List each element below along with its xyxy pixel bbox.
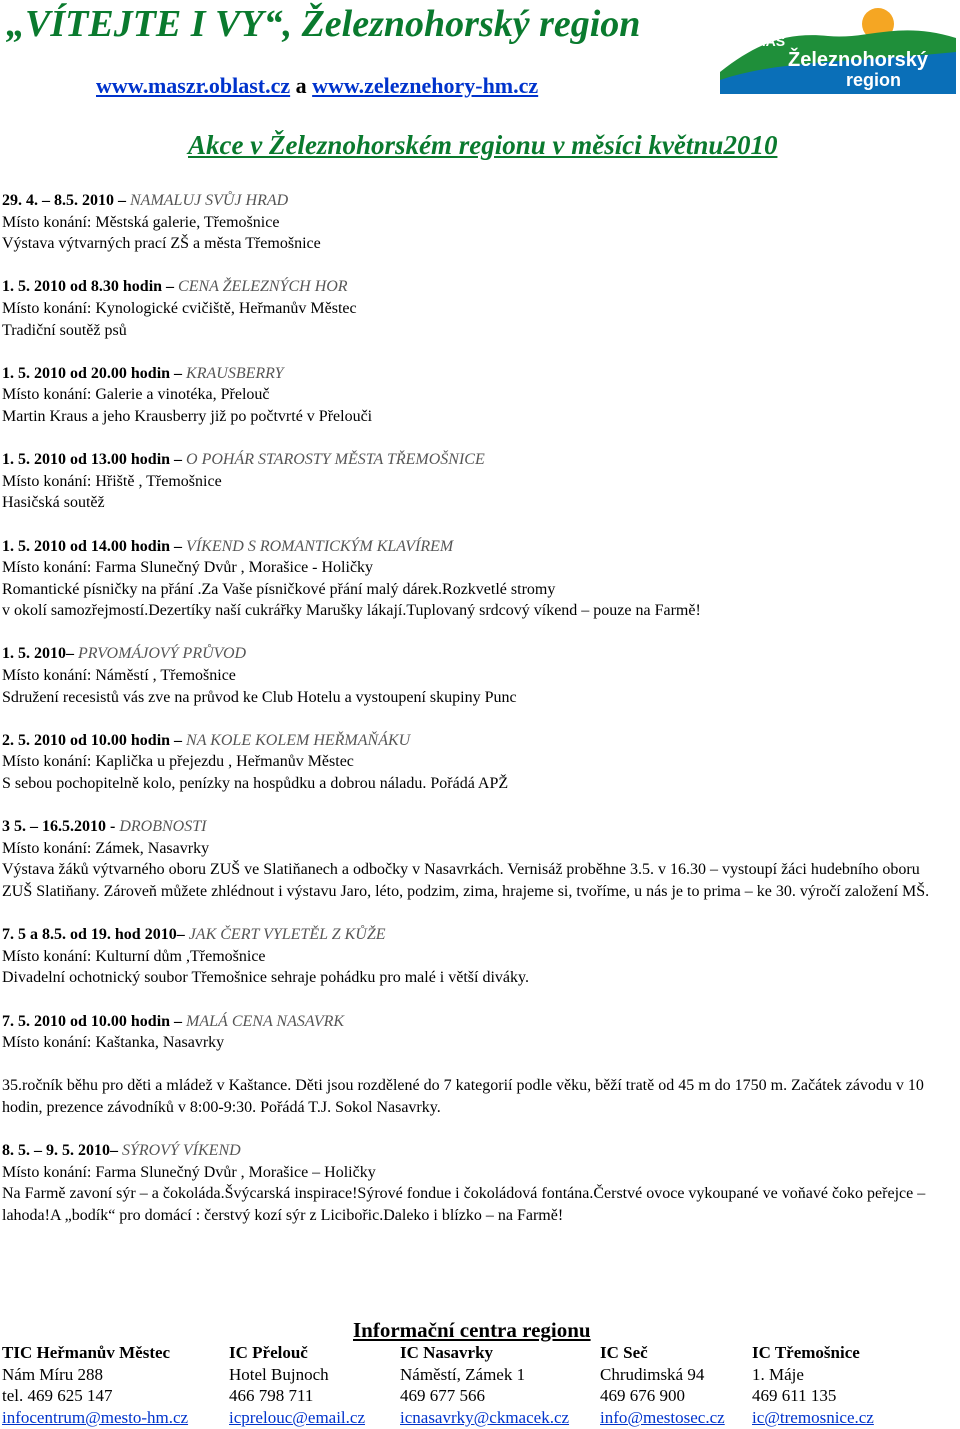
event-date: 1. 5. 2010 od 13.00 hodin – <box>2 451 187 469</box>
website-link-maszr[interactable]: www.maszr.oblast.cz <box>96 73 291 98</box>
event-venue: Místo konání: Městská galerie, Třemošnice <box>2 213 280 231</box>
info-center-email-row <box>2 1407 188 1429</box>
event-venue: Místo konání: Farma Slunečný Dvůr , Morašice - Holičky <box>2 559 374 577</box>
info-center-phone: 469 611 135 <box>752 1386 837 1406</box>
event-heading <box>2 190 952 212</box>
event-item <box>2 730 952 795</box>
event-venue: Místo konání: Kynologické cvičiště, Heřmanův Městec <box>2 299 357 317</box>
website-link-zeleznehory[interactable]: www.zeleznehory-hm.cz <box>312 73 539 98</box>
event-heading <box>2 643 952 665</box>
link-connector: a <box>290 73 313 98</box>
info-center <box>2 1342 188 1429</box>
info-center <box>229 1342 365 1429</box>
info-center <box>400 1342 569 1429</box>
event-heading <box>2 816 952 838</box>
info-center-email-row <box>400 1407 569 1429</box>
event-description: Tradiční soutěž psů <box>2 321 127 339</box>
event-venue: Místo konání: Kaplička u přejezdu , Heřmanův Městec <box>2 753 354 771</box>
info-center-name: TIC Heřmanův Městec <box>2 1343 171 1362</box>
event-venue: Místo konání: Hřiště , Třemošnice <box>2 472 222 490</box>
event-date: 1. 5. 2010– <box>2 645 78 663</box>
event-date: 7. 5. 2010 od 10.00 hodin – <box>2 1012 187 1030</box>
event-description: Romantické písničky na přání .Za Vaše písničkové přání malý dárek.Rozkvetlé stromy <box>2 580 556 598</box>
info-center-email-row <box>752 1407 874 1429</box>
event-name: DROBNOSTI <box>119 818 207 836</box>
event-venue: Místo konání: Zámek, Nasavrky <box>2 839 210 857</box>
event-date: 1. 5. 2010 od 20.00 hodin – <box>2 364 187 382</box>
event-item <box>2 1011 952 1119</box>
month-title: Akce v Železnohorském regionu v měsíci květnu2010 <box>188 130 778 160</box>
info-center-name: IC Přelouč <box>229 1343 308 1362</box>
event-date: 3 5. – 16.5.2010 - <box>2 818 120 836</box>
event-venue: Místo konání: Náměstí , Třemošnice <box>2 667 236 685</box>
event-name: NAMALUJ SVŮJ HRAD <box>130 192 289 209</box>
info-center-email-row <box>229 1407 365 1429</box>
info-center-email-row <box>600 1407 725 1429</box>
info-center-email[interactable]: info@mestosec.cz <box>600 1408 725 1428</box>
info-center-address: Chrudimská 94 <box>600 1364 705 1384</box>
event-date: 1. 5. 2010 od 14.00 hodin – <box>2 537 187 555</box>
event-item <box>2 643 952 708</box>
info-center-email[interactable]: icnasavrky@ckmacek.cz <box>400 1408 570 1428</box>
info-center-email[interactable]: icprelouc@email.cz <box>229 1408 365 1428</box>
event-item <box>2 363 952 428</box>
info-center-address: 1. Máje <box>752 1364 804 1384</box>
mas-logo <box>718 2 958 94</box>
event-item <box>2 536 952 622</box>
info-center-address: Náměstí, Zámek 1 <box>400 1364 526 1384</box>
info-center-phone: 469 676 900 <box>600 1386 685 1406</box>
logo-mas: MAS <box>754 33 786 49</box>
info-center-name: IC Třemošnice <box>752 1343 860 1362</box>
event-item <box>2 190 952 255</box>
info-center <box>752 1342 874 1429</box>
event-name: VÍKEND S ROMANTICKÝM KLAVÍREM <box>186 537 454 555</box>
logo-line2: region <box>846 70 902 90</box>
event-date: 1. 5. 2010 od 8.30 hodin – <box>2 278 179 296</box>
event-description: Výstava výtvarných prací ZŠ a města Třemošnice <box>2 235 321 253</box>
event-name: NA KOLE KOLEM HEŘMAŇÁKU <box>186 731 411 749</box>
info-center <box>600 1342 725 1429</box>
event-item <box>2 1140 952 1226</box>
event-venue: Místo konání: Kaštanka, Nasavrky <box>2 1034 225 1052</box>
info-center-address: Nám Míru 288 <box>2 1364 104 1384</box>
events-list <box>2 190 952 1248</box>
event-date: 7. 5 a 8.5. od 19. hod 2010– <box>2 926 189 944</box>
event-name: PRVOMÁJOVÝ PRŮVOD <box>78 645 247 663</box>
info-center-name: IC Nasavrky <box>400 1343 494 1362</box>
event-heading <box>2 536 952 558</box>
event-description: S sebou pochopitelně kolo, penízky na hospůdku a dobrou náladu. Pořádá APŽ <box>2 775 509 793</box>
event-item <box>2 924 952 989</box>
logo-line1: Železnohorský <box>788 49 929 71</box>
event-name: MALÁ CENA NASAVRK <box>186 1012 345 1030</box>
info-center-address: Hotel Bujnoch <box>229 1364 329 1384</box>
event-heading <box>2 363 952 385</box>
event-item <box>2 816 952 902</box>
event-venue: Místo konání: Farma Slunečný Dvůr , Morašice – Holičky <box>2 1163 376 1181</box>
event-date: 29. 4. – 8.5. 2010 – <box>2 192 130 209</box>
event-heading <box>2 924 952 946</box>
event-venue: Místo konání: Galerie a vinotéka, Přelouč <box>2 386 270 404</box>
event-heading <box>2 1011 952 1033</box>
event-name: SÝROVÝ VÍKEND <box>122 1142 241 1160</box>
event-name: KRAUSBERRY <box>186 364 284 382</box>
event-description: Divadelní ochotnický soubor Třemošnice sehraje pohádku pro malé i větší diváky. <box>2 969 529 987</box>
event-description: Sdružení recesistů vás zve na průvod ke Club Hotelu a vystoupení skupiny Punc <box>2 688 517 706</box>
event-description: v okolí samozřejmostí.Dezertíky naší cukrářky Marušky lákají.Tuplovaný srdcový víkend – pouze na Farmě! <box>2 602 701 620</box>
event-item <box>2 276 952 341</box>
info-centers-title: Informační centra regionu <box>353 1318 591 1342</box>
event-description: 35.ročník běhu pro děti a mládež v Kaštance. Děti jsou rozdělené do 7 kategorií podle věku, běží tratě od 45 m do 1750 m. Začátek závodu v 10 hodin, prezence závodníků v 8:00-9:30. Pořádá T.J. Sokol Nasavrky. <box>2 1077 924 1116</box>
header-links <box>96 73 538 99</box>
info-center-phone: 469 677 566 <box>400 1386 485 1406</box>
event-name: JAK ČERT VYLETĚL Z KŮŽE <box>188 926 386 944</box>
event-name: O POHÁR STAROSTY MĚSTA TŘEMOŠNICE <box>186 451 485 469</box>
event-description: Výstava žáků výtvarného oboru ZUŠ ve Slatiňanech a odbočky v Nasavrkách. Vernisáž proběhne 3.5. v 16.30 – vystoupí žáci hudebního oboru ZUŠ Slatiňany. Zároveň můžete zhlédnout i výstavu Jaro, léto, podzim, zima, hrajeme si, tvoříme, u nás je to prima – ke 30. výročí založení MŠ. <box>2 861 930 900</box>
event-venue: Místo konání: Kulturní dům ,Třemošnice <box>2 947 266 965</box>
event-description: Na Farmě zavoní sýr – a čokoláda.Švýcarská inspirace!Sýrové fondue i čokoládová fontána.Čerstvé ovoce vykoupané ve voňavé čoko peřejce – lahoda!A „bodík“ pro domácí : čerstvý kozí sýr z Licibořic.Daleko i blízko – na Farmě! <box>2 1185 926 1224</box>
event-date: 8. 5. – 9. 5. 2010– <box>2 1142 122 1160</box>
info-center-name: IC Seč <box>600 1343 648 1362</box>
info-center-email[interactable]: infocentrum@mesto-hm.cz <box>2 1408 189 1428</box>
info-center-phone: 466 798 711 <box>229 1386 314 1406</box>
event-description: Hasičská soutěž <box>2 494 105 512</box>
event-name: CENA ŽELEZNÝCH HOR <box>178 278 348 296</box>
event-description: Martin Kraus a jeho Krausberry již po počtvrté v Přelouči <box>2 407 373 425</box>
event-date: 2. 5. 2010 od 10.00 hodin – <box>2 731 187 749</box>
info-center-email[interactable]: ic@tremosnice.cz <box>752 1408 874 1428</box>
event-item <box>2 449 952 514</box>
event-heading <box>2 730 952 752</box>
event-description <box>2 1054 952 1076</box>
page-title: „VÍTEJTE I VY“, Železnohorský region <box>6 3 641 45</box>
event-heading <box>2 276 952 298</box>
event-heading <box>2 1140 952 1162</box>
info-center-phone: tel. 469 625 147 <box>2 1386 113 1406</box>
event-heading <box>2 449 952 471</box>
